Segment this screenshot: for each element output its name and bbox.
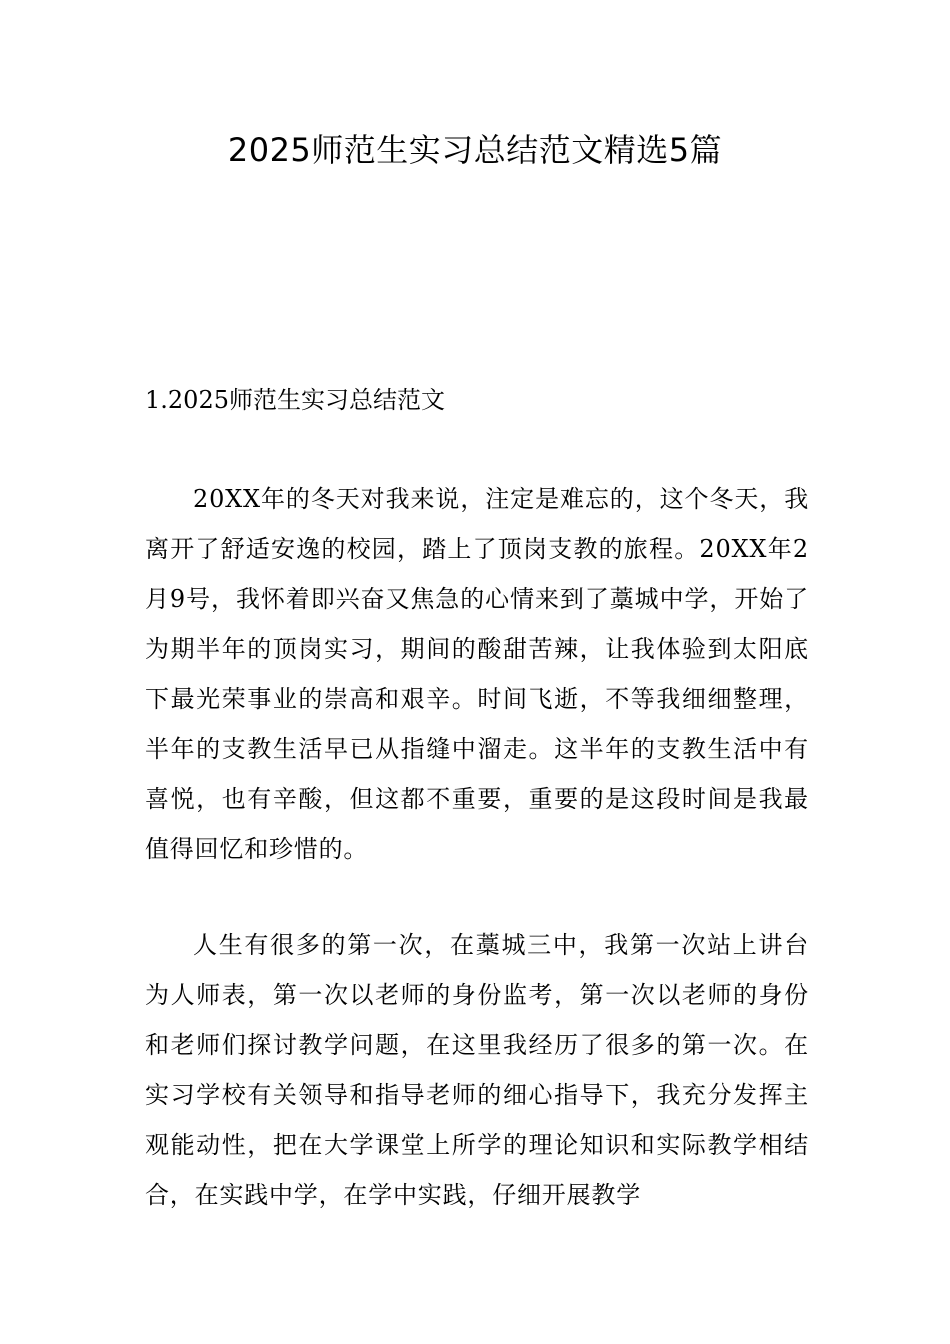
paragraph-2: 人生有很多的第一次，在藁城三中，我第一次站上讲台为人师表，第一次以老师的身份监考，第一次以老师的身份和老师们探讨教学问题，在这里我经历了很多的第一次。在实习学校有关领导和指导老师的细心指导下，我充分发挥主观能动性，把在大学课堂上所学的理论知识和实际教学相结合，在实践中学，在学中实践，仔细开展教学	[145, 931, 809, 1209]
section-heading: 1.2025师范生实习总结范文	[145, 386, 445, 414]
paragraph-1: 20XX年的冬天对我来说，注定是难忘的，这个冬天，我离开了舒适安逸的校园，踏上了顶岗支教的旅程。20XX年2月9号，我怀着即兴奋又焦急的心情来到了藁城中学，开始了为期半年的顶岗实习，期间的酸甜苦辣，让我体验到太阳底下最光荣事业的崇高和艰辛。时间飞逝，不等我细细整理，半年的支教生活早已从指缝中溜走。这半年的支教生活中有喜悦，也有辛酸，但这都不重要，重要的是这段时间是我最值得回忆和珍惜的。	[145, 485, 809, 863]
document-title: 2025师范生实习总结范文精选5篇	[227, 131, 723, 169]
